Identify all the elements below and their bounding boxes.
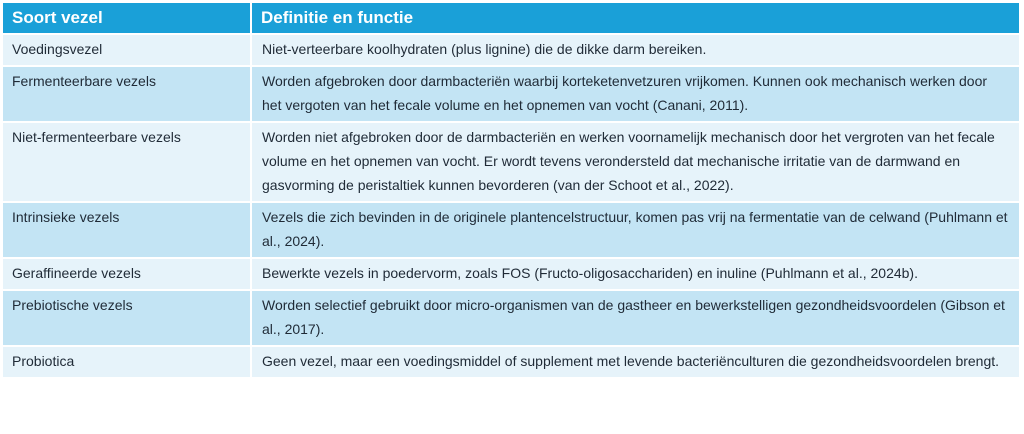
fiber-type-cell: Fermenteerbare vezels xyxy=(3,66,251,122)
fiber-types-table xyxy=(3,3,1019,379)
table-row xyxy=(3,34,1019,66)
definition-cell: Niet-verteerbare koolhydraten (plus lignine) die de dikke darm bereiken. xyxy=(251,34,1019,66)
definition-cell: Worden afgebroken door darmbacteriën waarbij korteketenvetzuren vrijkomen. Kunnen ook mechanisch werken door het vergoten van het fecale volume en het opnemen van vocht (Canani, 2011). xyxy=(251,66,1019,122)
column-header-type: Soort vezel xyxy=(3,3,251,34)
definition-cell: Bewerkte vezels in poedervorm, zoals FOS (Fructo-oligosacchariden) en inuline (Puhlmann et al., 2024b). xyxy=(251,258,1019,290)
table-row xyxy=(3,258,1019,290)
definition-cell: Worden selectief gebruikt door micro-organismen van de gastheer en bewerkstelligen gezondheidsvoordelen (Gibson et al., 2017). xyxy=(251,290,1019,346)
definition-cell: Vezels die zich bevinden in de originele plantencelstructuur, komen pas vrij na fermentatie van de celwand (Puhlmann et al., 2024). xyxy=(251,202,1019,258)
fiber-type-cell: Niet-fermenteerbare vezels xyxy=(3,122,251,202)
definition-cell: Geen vezel, maar een voedingsmiddel of supplement met levende bacteriënculturen die gezondheidsvoordelen brengt. xyxy=(251,346,1019,378)
table-row xyxy=(3,202,1019,258)
table-row xyxy=(3,66,1019,122)
table-row xyxy=(3,346,1019,378)
fiber-type-cell: Voedingsvezel xyxy=(3,34,251,66)
column-header-definition: Definitie en functie xyxy=(251,3,1019,34)
fiber-table-container xyxy=(3,3,1019,379)
fiber-type-cell: Geraffineerde vezels xyxy=(3,258,251,290)
fiber-type-cell: Prebiotische vezels xyxy=(3,290,251,346)
fiber-type-cell: Intrinsieke vezels xyxy=(3,202,251,258)
definition-cell: Worden niet afgebroken door de darmbacteriën en werken voornamelijk mechanisch door het vergroten van het fecale volume en het opnemen van vocht. Er wordt tevens verondersteld dat mechanische irritatie van de darmwand en gasvorming de peristaltiek kunnen bevorderen (van der Schoot et al., 2022). xyxy=(251,122,1019,202)
table-header-row xyxy=(3,3,1019,34)
table-row xyxy=(3,290,1019,346)
table-row xyxy=(3,122,1019,202)
fiber-type-cell: Probiotica xyxy=(3,346,251,378)
